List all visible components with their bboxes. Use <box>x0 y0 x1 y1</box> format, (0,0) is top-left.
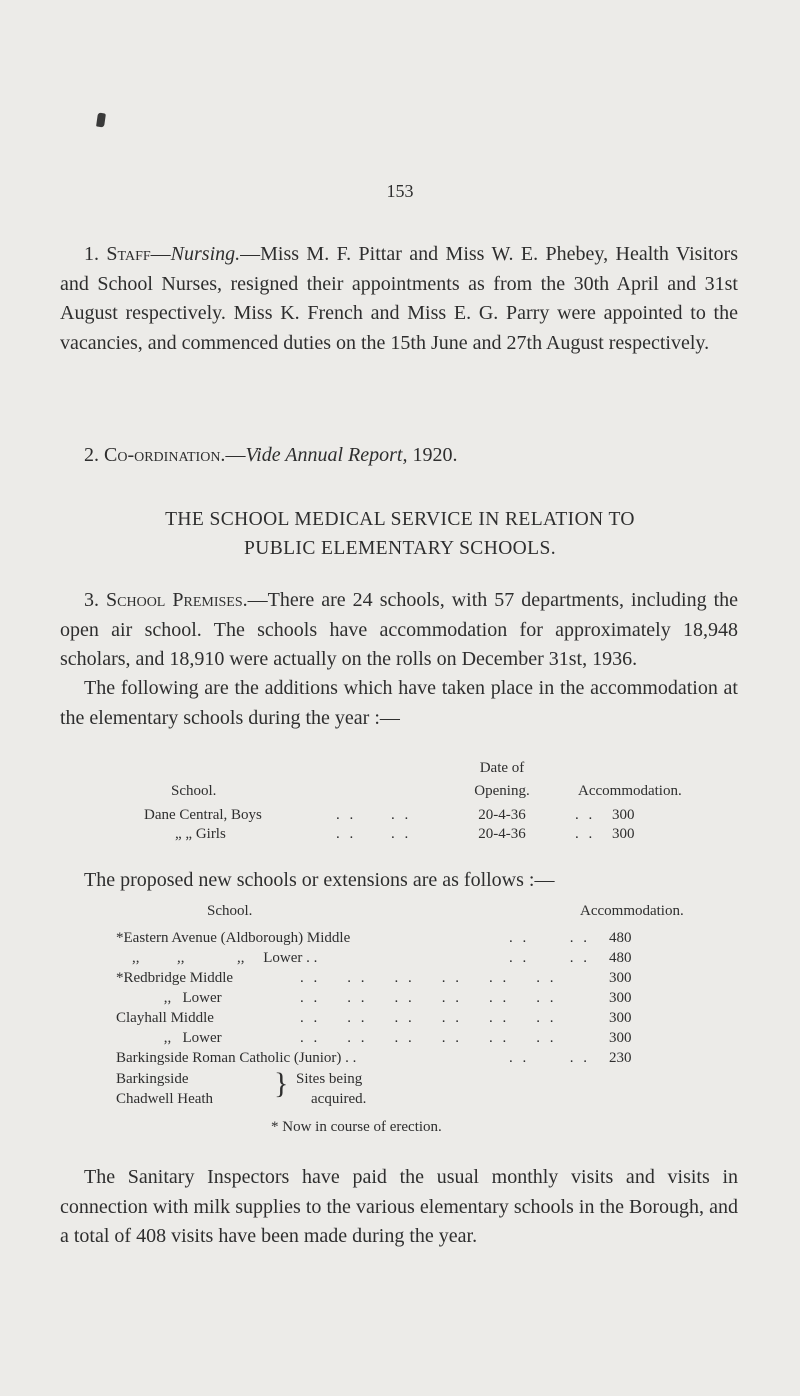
section-heading-staff: Staff <box>106 243 151 265</box>
school-name: ,, Lower <box>145 990 222 1006</box>
paragraph-number: 1. <box>84 243 99 265</box>
accommodation-value: 300 <box>609 1010 632 1026</box>
leader-dots: . . . . . . . . . . . . <box>300 1010 557 1026</box>
leader-dots: . . . . . . . . . . . . <box>300 970 557 986</box>
school-name: *Eastern Avenue (Aldborough) Middle <box>116 930 351 946</box>
header-accommodation: Accommodation. <box>580 903 684 919</box>
opening-date: 20-4-36 <box>478 807 526 823</box>
header-date-of-opening: Opening. <box>474 783 530 799</box>
paragraph-sanitary-inspectors: The Sanitary Inspectors have paid the usual monthly visits and visits in connection with milk supplies to the various elementary schools in the Borough, and a total of 408 visits have been made during the year. <box>60 1166 738 1247</box>
header-date-of: Date of <box>479 760 525 776</box>
paragraph-number: 3. <box>84 589 99 611</box>
accommodation-value: 480 <box>609 930 632 946</box>
paragraph-text: —There are 24 schools, with 57 departments, including the open air school. The schools have accommodation for approximately 18,948 scholars, and 18,910 were actually on the rolls on December 31st, 1936. <box>60 589 739 670</box>
school-name: Dane Central, Boys <box>144 807 262 823</box>
section-title-line1: THE SCHOOL MEDICAL SERVICE IN RELATION TO <box>165 509 635 530</box>
accommodation-value: 300 <box>612 807 635 823</box>
section-heading-coordination: Co-ordination. <box>104 444 226 466</box>
section-title-line2: PUBLIC ELEMENTARY SCHOOLS. <box>243 538 556 559</box>
leader-dots: . . <box>336 826 357 842</box>
accommodation-value: 300 <box>609 970 632 986</box>
school-name: *Redbridge Middle <box>116 970 234 986</box>
accommodation-value: 300 <box>609 1030 632 1046</box>
paragraph-coordination: 2. Co-ordination.—Vide Annual Report, 1920. <box>84 444 458 466</box>
paragraph-additions: The following are the additions which have taken place in the accommodation at the elementary schools during the year :— <box>60 677 738 729</box>
school-name: Barkingside Roman Catholic (Junior) . . <box>116 1050 357 1066</box>
accommodation-value: 300 <box>612 826 635 842</box>
accommodation-value: 230 <box>609 1050 632 1066</box>
paragraph-number: 2. <box>84 444 99 466</box>
paragraph-school-premises <box>60 586 738 675</box>
page-number: 153 <box>386 181 414 201</box>
leader-dots: . . <box>391 807 412 823</box>
leader-dots: . . . . . . . . . . . . <box>300 1030 557 1046</box>
leader-dots: . . <box>575 807 596 823</box>
paragraph-staff: 1. Staff—Nursing.—Miss M. F. Pittar and Miss W. E. Phebey, Health Visitors and School Nurses, resigned their appointments as from the 30th April and 31st August respectively. Miss K. French and Miss E. G. Parry were appointed to the vacancies, and commenced duties on the 15th June and 27th August respectively. <box>60 243 739 354</box>
leader-dots: . . . . . . . . . . . . <box>300 990 557 1006</box>
leader-dots: . . . . <box>509 1050 590 1066</box>
paragraph-proposed: The proposed new schools or extensions are as follows :— <box>84 869 555 891</box>
leader-dots: . . <box>391 826 412 842</box>
leader-dots: . . . . <box>509 950 590 966</box>
school-name: „ „ Girls <box>175 826 226 842</box>
sites-note: Sites being <box>296 1071 363 1087</box>
sites-note: acquired. <box>311 1091 367 1107</box>
school-name: ,, Lower <box>145 1030 222 1046</box>
header-school: School. <box>171 783 217 799</box>
reference-year: 1920. <box>412 444 458 466</box>
leader-dots: . . <box>336 807 357 823</box>
leader-dots: . . . . <box>509 930 590 946</box>
site-name: Barkingside <box>116 1071 189 1087</box>
accommodation-value: 480 <box>609 950 632 966</box>
header-school: School. <box>207 903 253 919</box>
footnote: * Now in course of erection. <box>271 1119 442 1135</box>
section-heading-school-premises: School Premises. <box>106 589 248 611</box>
opening-date: 20-4-36 <box>478 826 526 842</box>
subheading-nursing: Nursing. <box>170 243 241 265</box>
school-name: Clayhall Middle <box>116 1010 214 1026</box>
site-name: Chadwell Heath <box>116 1091 214 1107</box>
paragraph-text: —Miss M. F. Pittar and Miss W. E. Phebey, Health Visitors and School Nurses, resigned their appointments as from the 30th April and 31st August respectively. Miss K. French and Miss E. G. Parry were appointed to the vacancies, and commenced duties on the 15th June and 27th August respectively. <box>60 243 739 354</box>
reference-text: Vide Annual Report, <box>245 444 408 466</box>
school-name: ,, ,, ,, Lower . . <box>132 950 318 966</box>
ink-mark <box>96 113 106 128</box>
leader-dots: . . <box>575 826 596 842</box>
header-accommodation: Accommodation. <box>578 783 682 799</box>
accommodation-value: 300 <box>609 990 632 1006</box>
brace-icon: } <box>274 1067 289 1100</box>
section-title <box>40 505 760 563</box>
